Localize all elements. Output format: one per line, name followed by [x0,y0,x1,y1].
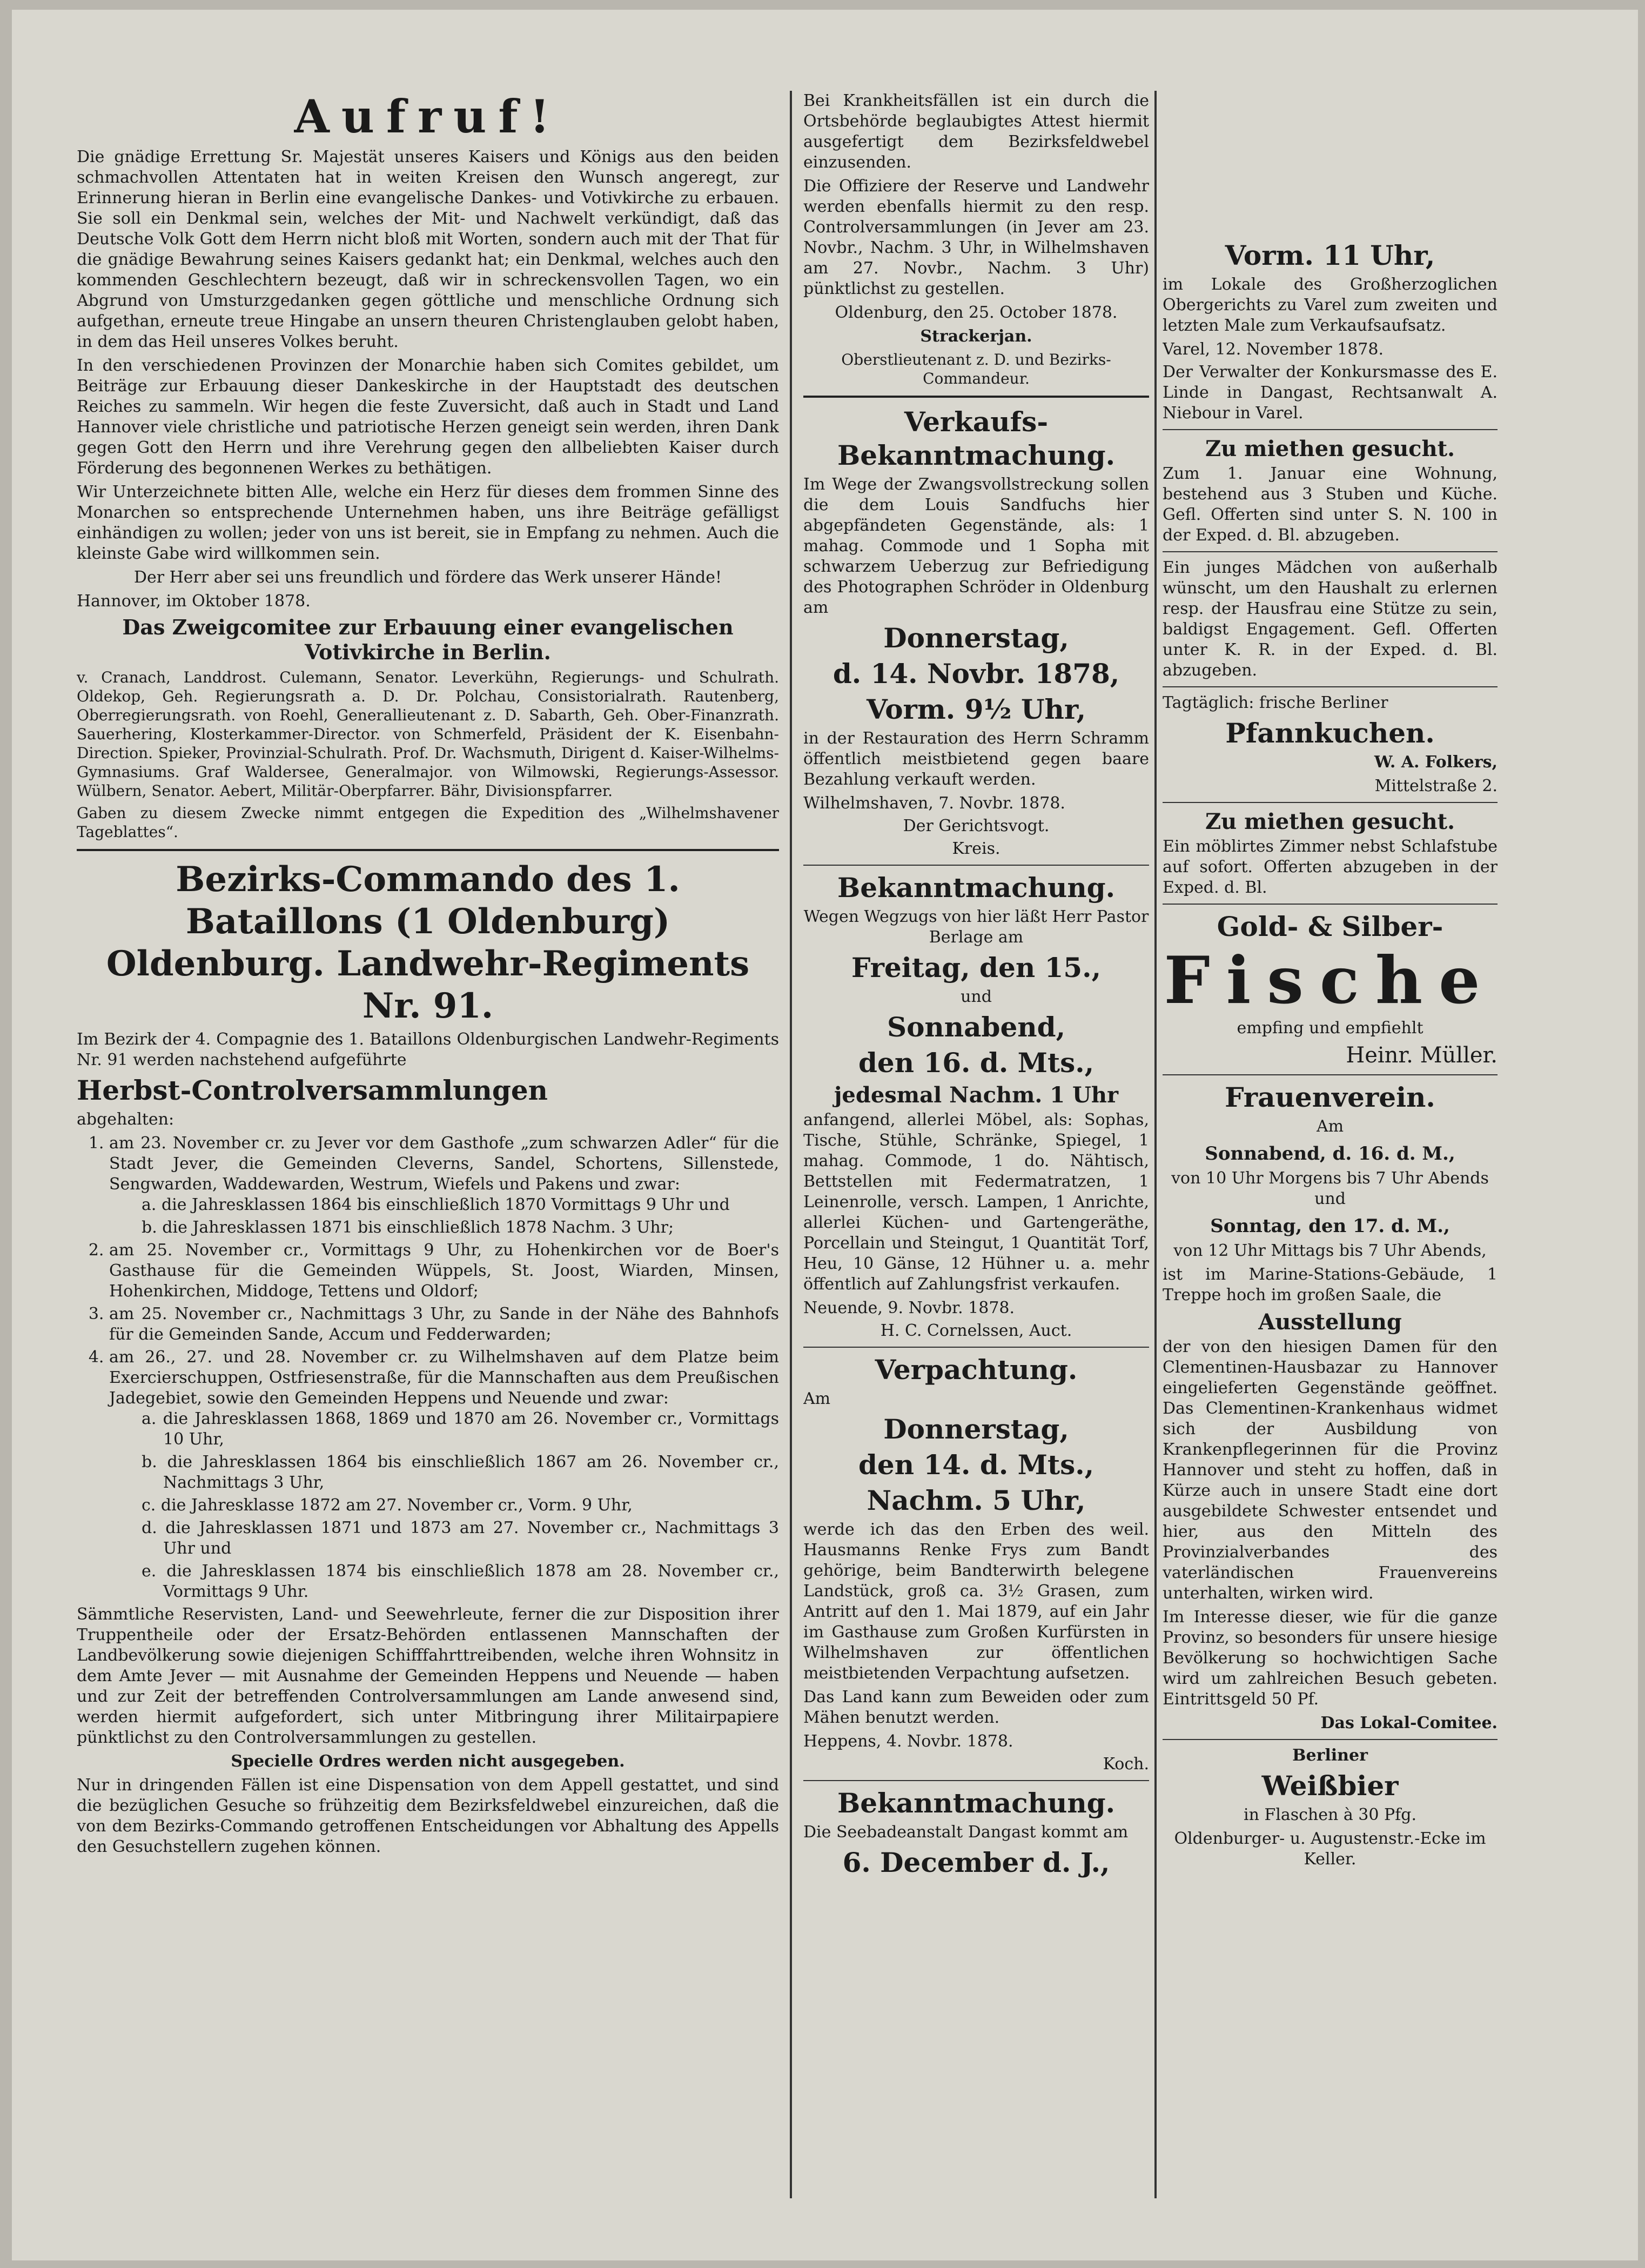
divider [1163,551,1498,552]
verpachtung-paragraph: werde ich das den Erben des weil. Hausmanns Renke Frys zum Bandt gehörige, beim Bandterwirth belegene Landstück, groß ca. 3½ Grasen, zum Antritt auf den 1. Mai 1879, auf ein Jahr im Gasthause zum Großen Kurfürsten in Wilhelmshaven zur öffentlichen meistbietenden Verpachtung aufsetzen. [803,1520,1149,1683]
list-item: d. die Jahresklassen 1871 und 1873 am 27. November cr., Nachmittags 3 Uhr und [142,1518,779,1558]
berlage-time: jedesmal Nachm. 1 Uhr [834,1082,1119,1108]
weissbier-paragraph: in Flaschen à 30 Pfg. [1243,1805,1417,1824]
berlage-und: und [961,987,992,1006]
aufruf-paragraph-1: Die gnädige Errettung Sr. Majestät unseres Kaisers und Königs aus den beiden schmachvollen Attentaten hat in weiten Kreisen den Wunsch angeregt, zur Erinnerung hieran in Berlin eine evangelische Dankes- und Votivkirche zu erbauen. Sie soll ein Denkmal sein, welches der Mit- und Nachwelt verkündigt, daß das Deutsche Volk Gott dem Herrn nicht bloß mit Worten, sondern auch mit der That für die gnädige Bewahrung seines Kaisers gedankt hat; ein Denkmal, welches auch den kommenden Geschlechtern bezeugt, daß wir in schreckensvollen Tagen, wo ein Abgrund von Umsturzgedanken gegen göttliche und menschliche Ordnung sich aufgethan, erneute treue Hingabe an unsern theuren Christenglauben gelobt haben, in dem das Heil unseres Volkes beruht. [77,148,779,351]
newspaper-page [12,10,1638,2260]
divider [77,849,779,851]
aufruf-paragraph-2: In den verschiedenen Provinzen der Monarchie haben sich Comites gebildet, um Beiträge zur Erbauung dieser Dankeskirche in der Hauptstadt des deutschen Reiches zu sammeln. Wir hegen die feste Zuversicht, daß auch in Stadt und Land Hannover viele christliche und patriotische Herzen geneigt sein werden, ihren Dank gegen Gott den Herrn und ihre Verehrung gegen den allbeliebten Kaiser durch Förderung des begonnenen Werkes zu bethätigen. [77,356,779,478]
krank-paragraph: Bei Krankheitsfällen ist ein durch die Ortsbehörde beglaubigtes Attest hiermit ausgefertigt dem Bezirksfeldwebel einzusenden. [803,91,1149,172]
pfannkuchen-address: Mittelstraße 2. [1374,777,1498,795]
column-middle [803,91,1149,2231]
divider [803,1780,1149,1781]
verpachtung-date: den 14. d. Mts., [858,1449,1095,1481]
list-item: a. die Jahresklassen 1868, 1869 und 1870 am 26. November cr., Vormittags 10 Uhr, [142,1409,779,1449]
wohnung-paragraph: Zum 1. Januar eine Wohnung, bestehend aus 3 Stuben und Küche. Gefl. Offerten sind unter S. N. 100 in der Exped. d. Bl. abzugeben. [1163,464,1498,545]
pfannkuchen-title: Pfannkuchen. [1225,717,1435,749]
aufruf-paragraph-4: Der Herr aber sei uns freundlich und fördere das Werk unserer Hände! [133,568,722,587]
verpachtung-paragraph-2: Das Land kann zum Beweiden oder zum Mähen benutzt werden. [803,1688,1149,1727]
berlage-title: Bekanntmachung. [837,872,1116,904]
weissbier-title: Weißbier [1261,1770,1399,1802]
frauenverein-title: Frauenverein. [1225,1081,1435,1113]
verkauf-date: d. 14. Novbr. 1878, [832,658,1120,690]
zimmer-paragraph: Ein möblirtes Zimmer nebst Schlafstube auf sofort. Offerten abzugeben in der Exped. d. Bl. [1163,837,1498,897]
fische-name: Heinr. Müller. [1346,1043,1498,1068]
weissbier-pre: Berliner [1292,1746,1368,1765]
pfannkuchen-pre: Tagtäglich: frische Berliner [1163,693,1388,712]
dispensation-paragraph: Nur in dringenden Fällen ist eine Dispensation von dem Appell gestattet, und sind die bezüglichen Gesuche so frühzeitig dem Bezirksfeldwebel einzureichen, daß die von dem Bezirks-Commando getroffenen Entscheidungen vor Abhaltung des Appells den Gesuchstellern zugehen können. [77,1776,779,1856]
aufruf-paragraph-3: Wir Unterzeichnete bitten Alle, welche ein Herz für dieses dem frommen Sinne des Monarchen so entsprechende Unternehmen haben, uns ihre Beiträge gefälligst einhändigen zu wollen; jeder von uns ist bereit, sie in Empfang zu nehmen. Auch die kleinste Gabe wird willkommen sein. [77,483,779,563]
niebour-date: Varel, 12. November 1878. [1163,340,1384,359]
list-item: b. die Jahresklassen 1871 bis einschließlich 1878 Nachm. 3 Uhr; [142,1218,674,1237]
frauenverein-ausstellung: Ausstellung [1258,1309,1402,1335]
bezirks-date: Oldenburg, den 25. October 1878. [835,303,1118,322]
verkauf-day: Donnerstag, [883,622,1069,654]
divider [803,1347,1149,1348]
column-right [1163,237,1498,2236]
verpachtung-am: Am [803,1389,831,1408]
berlage-day-1: Freitag, den 15., [851,952,1101,984]
column-left [77,91,779,2231]
divider [1163,1074,1498,1075]
verkauf-signature: Der Gerichtsvogt. [903,817,1050,835]
bezirks-title: Bezirks-Commando des 1. Bataillons (1 Oldenburg) Oldenburg. Landwehr-Regiments Nr. 91. [106,859,750,1026]
dangast-date: 6. December d. J., [842,1846,1110,1878]
column-rule [790,91,792,2198]
aufruf-date: Hannover, im Oktober 1878. [77,592,311,611]
berlage-date: den 16. d. Mts., [858,1047,1095,1079]
zimmer-title: Zu miethen gesucht. [1205,809,1455,834]
divider [1163,802,1498,803]
frauenverein-paragraph-2: der von den hiesigen Damen für den Clementinen-Hausbazar zu Hannover eingelieferten Gegenstände geöffnet. Das Clementinen-Krankenhaus widmet sich der Ausbildung von Krankenpflegerinnen für die Provinz Hannover und steht zu hoffen, daß in Kürze auch in unsere Stadt eine dort ausgebildete Schwester entsendet und hier, aus den Mitteln des Provinzialverbandes des vaterländischen Frauenvereins unterhalten, wirken wird. [1163,1337,1498,1603]
frauenverein-paragraph-3: Im Interesse dieser, wie für die ganze Provinz, so besonders für unsere hiesige Bevölkerung so hochwichtigen Sache wird um zahlreichen Besuch gebeten. Eintrittsgeld 50 Pf. [1163,1608,1498,1709]
verpachtung-title: Verpachtung. [875,1354,1078,1386]
wohnung-title: Zu miethen gesucht. [1205,436,1455,461]
verkauf-place-date: Wilhelmshaven, 7. Novbr. 1878. [803,794,1065,813]
berlage-paragraph: Wegen Wegzugs von hier läßt Herr Pastor Berlage am [803,907,1149,947]
frauenverein-signature: Das Lokal-Comitee. [1320,1714,1498,1732]
list-item: b. die Jahresklassen 1864 bis einschließlich 1867 am 26. November cr., Nachmittags 3 Uhr, [142,1453,779,1492]
frauenverein-time-1: von 10 Uhr Morgens bis 7 Uhr Abends und [1171,1169,1489,1208]
niebour-paragraph: im Lokale des Großherzoglichen Obergerichts zu Varel zum zweiten und letzten Male zum Verkaufsaufsatz. [1163,275,1498,335]
divider [1163,429,1498,430]
column-rule [1154,91,1157,2198]
gifts-note: Gaben zu diesem Zwecke nimmt entgegen die Expedition des „Wilhelmshavener Tageblattes“. [77,804,779,841]
berlage-day-2: Sonnabend, [887,1011,1066,1043]
frauenverein-am: Am [1316,1117,1344,1136]
verkauf-paragraph-2: in der Restauration des Herrn Schramm öffentlich meistbietend gegen baare Bezahlung verkauft werden. [803,729,1149,789]
maedchen-paragraph: Ein junges Mädchen von außerhalb wünscht, um den Haushalt zu erlernen resp. der Hausfrau eine Stütze zu sein, baldigst Engagement. Gefl. Offerten unter K. R. in der Exped. d. Bl. abzugeben. [1163,558,1498,680]
frauenverein-paragraph: ist im Marine-Stations-Gebäude, 1 Treppe hoch im großen Saale, die [1163,1265,1498,1304]
fische-paragraph: empfing und empfiehlt [1237,1019,1424,1038]
list-item: 4. am 26., 27. und 28. November cr. zu Wilhelmshaven auf dem Platze beim Exercierschuppen, Ostfriesenstraße, für die Mannschaften aus dem Preußischen Jadegebiet, sowie den Gemeinden Heppens und Neuende und zwar: a. die Jahresklassen 1868, 1869 und 1870 am 26. November cr., Vormittags 10 Uhr, b. die Jahresklassen 1864 bis einschließlich 1867 am 26. November cr., Nachmittags 3 Uhr, c. die Jahresklasse 1872 am 27. November cr., Vorm. 9 Uhr, d. die Jahresklassen 1871 und 1873 am 27. November cr., Nachmittags 3 Uhr und e. die Jahresklassen 1874 bis einschließlich 1878 am 28. November cr., Vormittags 9 Uhr. [109,1347,779,1602]
verpachtung-place-date: Heppens, 4. Novbr. 1878. [803,1732,1013,1751]
bezirks-signature: Strackerjan. [920,327,1032,346]
verkauf-time: Vorm. 9½ Uhr, [866,693,1086,725]
divider [1163,1739,1498,1740]
list-item: c. die Jahresklasse 1872 am 27. November cr., Vorm. 9 Uhr, [142,1496,633,1515]
verkauf-title: Verkaufs-Bekanntmachung. [837,406,1116,471]
abgehalten-label: abgehalten: [77,1110,174,1129]
verpachtung-day: Donnerstag, [883,1413,1069,1445]
list-item: 2. am 25. November cr., Vormittags 9 Uhr, zu Hohenkirchen vor de Boer's Gasthause für die Gemeinden Wüppels, St. Joost, Wiarden, Minsen, Hohenkirchen, Middoge, Tettens und Oldorf; [109,1240,779,1302]
verkauf-name: Kreis. [952,839,1001,858]
niebour-paragraph-2: Der Verwalter der Konkursmasse des E. Linde in Dangast, Rechtsanwalt A. Niebour in Varel. [1163,363,1498,423]
niebour-time: Vorm. 11 Uhr, [1225,239,1435,271]
weissbier-address: Oldenburger- u. Augustenstr.-Ecke im Keller. [1174,1829,1486,1869]
frauenverein-day-2: Sonntag, den 17. d. M., [1210,1215,1450,1237]
divider [1163,686,1498,687]
dangast-paragraph: Die Seebadeanstalt Dangast kommt am [803,1823,1129,1842]
frauenverein-day-1: Sonnabend, d. 16. d. M., [1205,1143,1455,1165]
bezirks-rank: Oberstlieutenant z. D. und Bezirks-Commandeur. [841,351,1111,387]
assembly-list [77,1133,779,1602]
herbst-title: Herbst-Controlversammlungen [77,1074,548,1106]
berlage-signature: H. C. Cornelssen, Auct. [880,1321,1072,1340]
fische-title: Gold- & Silber- [1217,911,1443,942]
committee-title: Das Zweigcomitee zur Erbauung einer evangelischen Votivkirche in Berlin. [122,615,734,664]
ordres-note: Specielle Ordres werden nicht ausgegeben. [231,1752,625,1771]
berlage-items: anfangend, allerlei Möbel, als: Sophas, Tische, Stühle, Schränke, Spiegel, 1 mahag. Commode, 1 do. Nähtisch, Bettstellen mit Federmatratzen, 1 Leinenrolle, versch. Lampen, 1 Anrichte, allerlei Küchen- und Gartengeräthe, Porcellain und Steingut, 1 Quantität Torf, Heu, 10 Gänse, 12 Hühner u. a. mehr öffentlich auf Zahlungsfrist verkaufen. [803,1110,1149,1294]
aufruf-title: Aufruf! [294,91,562,143]
officers-paragraph: Die Offiziere der Reserve und Landwehr werden ebenfalls hiermit zu den resp. Controlversammlungen (in Jever am 23. Novbr., Nachm. 3 Uhr, in Wilhelmshaven am 27. Novbr., Nachm. 3 Uhr) pünktlichst zu gestellen. [803,177,1149,298]
reservists-paragraph: Sämmtliche Reservisten, Land- und Seewehrleute, ferner die zur Disposition ihrer Truppentheile oder der Ersatz-Behörden entlassenen Mannschaften der Landbevölkerung sowie diejenigen Schifffahrttreibenden, welche ihren Wohnsitz in dem Amte Jever — mit Ausnahme der Gemeinden Heppens und Neuende — haben und zur Zeit der betreffenden Controlversammlungen am Lande anwesend sind, werden hiermit aufgefordert, sich unter Mitbringung ihrer Militairpapiere pünktlichst zu den Controlversammlungen zu gestellen. [77,1605,779,1747]
list-item: a. die Jahresklassen 1864 bis einschließlich 1870 Vormittags 9 Uhr und [142,1195,730,1214]
dangast-title: Bekanntmachung. [837,1787,1116,1819]
divider [1163,904,1498,905]
list-item: 3. am 25. November cr., Nachmittags 3 Uhr, zu Sande in der Nähe des Bahnhofs für die Gemeinden Sande, Accum und Fedderwarden; [109,1304,779,1345]
committee-members: v. Cranach, Landdrost. Culemann, Senator. Leverkühn, Regierungs- und Schulrath. Oldekop, Geh. Regierungsrath a. D. Dr. Polchau, Consistorialrath. Rautenberg, Oberregierungsrath. von Roehl, Generallieutenant z. D. Sabarth, Geh. Ober-Finanzrath. Sauerhering, Klosterkammer-Director. von Schmerfeld, Präsident der K. Eisenbahn-Direction. Spieker, Provinzial-Schulrath. Prof. Dr. Wachsmuth, Dirigent d. Kaiser-Wilhelms-Gymnasiums. Graf Waldersee, Generalmajor. von Wilmowski, Regierungs-Assessor. Wülbern, Senator. Aebert, Militär-Oberpfarrer. Bähr, Divisionspfarrer. [77,668,779,800]
berlage-place-date: Neuende, 9. Novbr. 1878. [803,1299,1015,1317]
fische-title-2: Fische [1164,942,1496,1019]
divider [803,396,1149,398]
verkauf-paragraph: Im Wege der Zwangsvollstreckung sollen die dem Louis Sandfuchs hier abgepfändeten Gegenstände, als: 1 mahag. Commode und 1 Sopha mit schwarzem Ueberzug zur Befriedigung des Photographen Schröder in Oldenburg am [803,475,1149,617]
verpachtung-time: Nachm. 5 Uhr, [867,1484,1086,1516]
list-item: e. die Jahresklassen 1874 bis einschließlich 1878 am 28. November cr., Vormittags 9 Uhr. [142,1562,779,1601]
pfannkuchen-name: W. A. Folkers, [1374,753,1498,772]
list-item: 1. am 23. November cr. zu Jever vor dem Gasthofe „zum schwarzen Adler“ für die Stadt Jever, die Gemeinden Cleverns, Sandel, Schortens, Sillenstede, Sengwarden, Waddewarden, Westrum, Wiefels und Pakens und zwar: a. die Jahresklassen 1864 bis einschließlich 1870 Vormittags 9 Uhr und b. die Jahresklassen 1871 bis einschließlich 1878 Nachm. 3 Uhr; [109,1133,779,1238]
bezirks-intro: Im Bezirk der 4. Compagnie des 1. Bataillons Oldenburgischen Landwehr-Regiments Nr. 91 werden nachstehend aufgeführte [77,1030,779,1069]
frauenverein-time-2: von 12 Uhr Mittags bis 7 Uhr Abends, [1173,1241,1487,1260]
verpachtung-signature: Koch. [1103,1755,1149,1774]
divider [803,865,1149,866]
